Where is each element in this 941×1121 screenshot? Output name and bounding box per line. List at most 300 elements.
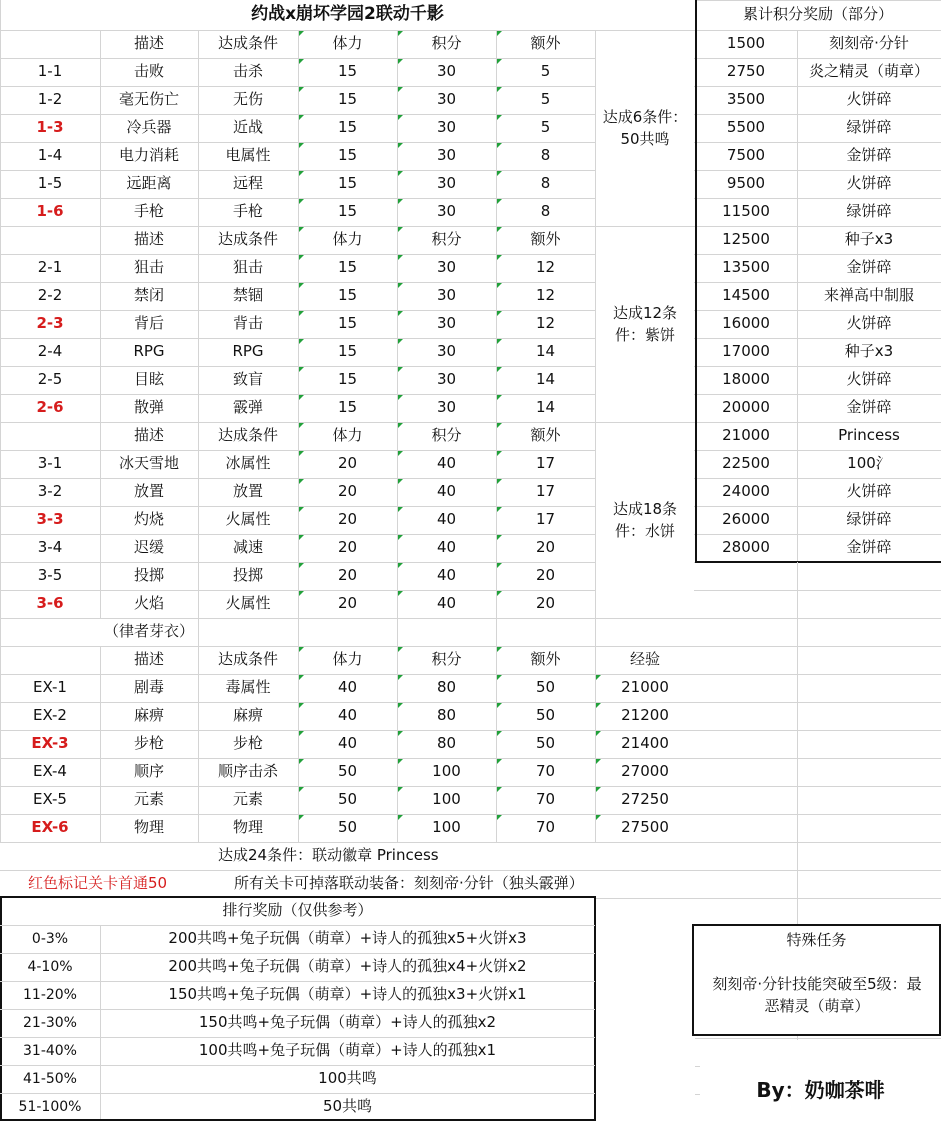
reward-score[interactable]: 20000: [722, 398, 770, 417]
stage-desc[interactable]: 散弹: [133, 398, 164, 417]
cell-comment-marker: [299, 59, 304, 64]
cell-comment-marker: [398, 59, 403, 64]
cell-comment-marker: [497, 675, 502, 680]
cell-comment-marker: [398, 423, 403, 428]
stage-cond[interactable]: 致盲: [232, 370, 263, 389]
column-header[interactable]: 体力: [332, 34, 363, 53]
stage-extra[interactable]: 20: [535, 566, 556, 585]
cell-comment-marker: [299, 143, 304, 148]
stage-stamina[interactable]: 15: [337, 118, 358, 137]
reward-item[interactable]: 金饼碎: [846, 538, 892, 557]
column-header[interactable]: 额外: [530, 34, 561, 53]
stage-desc[interactable]: 毫无伤亡: [118, 90, 179, 109]
column-header[interactable]: 描述: [133, 426, 164, 445]
cell-comment-marker: [497, 255, 502, 260]
ex-stage-cond[interactable]: 毒属性: [225, 678, 271, 697]
reward-score[interactable]: 3500: [726, 90, 766, 109]
reward-item[interactable]: 绿饼碎: [846, 202, 892, 221]
reward-item[interactable]: 金饼碎: [846, 398, 892, 417]
reward-score[interactable]: 22500: [722, 454, 770, 473]
stage-extra[interactable]: 5: [540, 118, 551, 137]
ex-stage-stamina[interactable]: 40: [337, 734, 358, 753]
stage-score[interactable]: 30: [436, 314, 457, 333]
byline[interactable]: By：奶咖茶啡: [756, 1077, 885, 1102]
ex-stage-stamina[interactable]: 40: [337, 706, 358, 725]
cell-comment-marker: [299, 311, 304, 316]
stage-cond[interactable]: 击杀: [232, 62, 263, 81]
stage-stamina[interactable]: 20: [337, 454, 358, 473]
column-header[interactable]: 体力: [332, 426, 363, 445]
cell-comment-marker: [299, 787, 304, 792]
ranking-range[interactable]: 4-10%: [27, 958, 73, 975]
stage-cond[interactable]: 电属性: [225, 146, 271, 165]
group-condition[interactable]: 达成6条件：50共鸣: [602, 107, 688, 148]
ex-stage-id[interactable]: EX-4: [33, 762, 67, 781]
ex-stage-exp[interactable]: 27250: [621, 790, 669, 809]
reward-item[interactable]: 金饼碎: [846, 258, 892, 277]
stage-cond[interactable]: 手枪: [232, 202, 263, 221]
cell-comment-marker: [497, 535, 502, 540]
stage-extra[interactable]: 17: [535, 454, 556, 473]
ex-stage-extra[interactable]: 70: [535, 762, 556, 781]
grid-line: [100, 925, 101, 1121]
cell-comment-marker: [398, 731, 403, 736]
column-header[interactable]: 体力: [332, 650, 363, 669]
cell-comment-marker: [398, 311, 403, 316]
column-header[interactable]: 积分: [431, 34, 462, 53]
cell-comment-marker: [497, 31, 502, 36]
rewards-title[interactable]: 累计积分奖励（部分）: [742, 5, 893, 24]
reward-score[interactable]: 12500: [722, 230, 770, 249]
cell-comment-marker: [497, 199, 502, 204]
ranking-reward[interactable]: 200共鸣+兔子玩偶（萌章）+诗人的孤独x4+火饼x2: [168, 957, 527, 976]
stage-desc[interactable]: 冷兵器: [126, 118, 172, 137]
stage-cond[interactable]: 减速: [232, 538, 263, 557]
ex-stage-score[interactable]: 80: [436, 706, 457, 725]
stage-stamina[interactable]: 15: [337, 62, 358, 81]
stage-desc[interactable]: 手枪: [133, 202, 164, 221]
reward-item[interactable]: 种子x3: [844, 230, 894, 249]
stage-stamina[interactable]: 20: [337, 594, 358, 613]
ranking-reward[interactable]: 200共鸣+兔子玩偶（萌章）+诗人的孤独x5+火饼x3: [168, 929, 527, 948]
stage-id[interactable]: 2-5: [37, 370, 63, 389]
cell-comment-marker: [398, 759, 403, 764]
reward-item[interactable]: 金饼碎: [846, 146, 892, 165]
stage-extra[interactable]: 17: [535, 510, 556, 529]
ex-stage-desc[interactable]: 步枪: [133, 734, 164, 753]
special-task-text[interactable]: 刻刻帝·分针技能突破至5级：最恶精灵（萌章）: [712, 974, 922, 1015]
cell-comment-marker: [398, 647, 403, 652]
ex-stage-stamina[interactable]: 50: [337, 818, 358, 837]
stage-id[interactable]: 2-6: [36, 398, 64, 417]
cell-comment-marker: [398, 143, 403, 148]
cell-comment-marker: [398, 199, 403, 204]
cell-comment-marker: [299, 507, 304, 512]
ex-stage-desc[interactable]: 物理: [133, 818, 164, 837]
stage-id[interactable]: 3-2: [37, 482, 63, 501]
stage-stamina[interactable]: 15: [337, 146, 358, 165]
ex-stage-exp[interactable]: 27500: [621, 818, 669, 837]
ranking-reward[interactable]: 100共鸣+兔子玩偶（萌章）+诗人的孤独x1: [198, 1041, 497, 1060]
stage-stamina[interactable]: 20: [337, 538, 358, 557]
stage-stamina[interactable]: 15: [337, 90, 358, 109]
stage-stamina[interactable]: 15: [337, 202, 358, 221]
exp-column-header[interactable]: 经验: [629, 650, 660, 669]
cell-comment-marker: [299, 227, 304, 232]
stage-id[interactable]: 2-2: [37, 286, 63, 305]
reward-item[interactable]: 火饼碎: [846, 314, 892, 333]
stage-score[interactable]: 40: [436, 510, 457, 529]
stage-stamina[interactable]: 20: [337, 510, 358, 529]
reward-score[interactable]: 14500: [722, 286, 770, 305]
ex-stage-cond[interactable]: 顺序击杀: [217, 762, 278, 781]
ex-stage-cond[interactable]: 麻痹: [232, 706, 263, 725]
ex-stage-extra[interactable]: 50: [535, 734, 556, 753]
stage-score[interactable]: 30: [436, 174, 457, 193]
ex-stage-extra[interactable]: 50: [535, 678, 556, 697]
stage-desc[interactable]: 目眩: [133, 370, 164, 389]
grid-line: [695, 730, 941, 731]
ex-stage-extra[interactable]: 70: [535, 790, 556, 809]
stage-id[interactable]: 3-6: [36, 594, 64, 613]
stage-cond[interactable]: 投掷: [232, 566, 263, 585]
column-header[interactable]: 积分: [431, 426, 462, 445]
stage-stamina[interactable]: 20: [337, 482, 358, 501]
ex-stage-cond[interactable]: 元素: [232, 790, 263, 809]
stage-cond[interactable]: 近战: [232, 118, 263, 137]
cell-comment-marker: [398, 115, 403, 120]
ex-stage-score[interactable]: 80: [436, 734, 457, 753]
stage-extra[interactable]: 17: [535, 482, 556, 501]
reward-item[interactable]: 炎之精灵（萌章）: [808, 62, 929, 81]
group-condition[interactable]: 达成12条件：紫饼: [612, 303, 678, 344]
stage-cond[interactable]: 放置: [232, 482, 263, 501]
stage-id[interactable]: 2-1: [37, 258, 63, 277]
ranking-range[interactable]: 21-30%: [23, 1014, 77, 1031]
ranking-reward[interactable]: 100共鸣: [318, 1069, 377, 1088]
stage-stamina[interactable]: 15: [337, 258, 358, 277]
cell-comment-marker: [497, 115, 502, 120]
stage-score[interactable]: 30: [436, 370, 457, 389]
reward-score[interactable]: 26000: [722, 510, 770, 529]
stage-stamina[interactable]: 15: [337, 174, 358, 193]
ex-stage-stamina[interactable]: 50: [337, 790, 358, 809]
note-24-conditions[interactable]: 达成24条件：联动徽章 Princess: [218, 846, 439, 865]
ex-stage-desc[interactable]: 麻痹: [133, 706, 164, 725]
stage-score[interactable]: 40: [436, 538, 457, 557]
stage-stamina[interactable]: 15: [337, 342, 358, 361]
cell-comment-marker: [299, 31, 304, 36]
stage-extra[interactable]: 12: [535, 286, 556, 305]
cell-comment-marker: [299, 423, 304, 428]
ex-stage-id[interactable]: EX-2: [33, 706, 67, 725]
ex-stage-desc[interactable]: 元素: [133, 790, 164, 809]
ex-stage-score[interactable]: 80: [436, 678, 457, 697]
reward-score[interactable]: 17000: [722, 342, 770, 361]
ex-stage-score[interactable]: 100: [432, 818, 461, 837]
stage-cond[interactable]: 无伤: [232, 90, 263, 109]
ex-stage-id[interactable]: EX-3: [31, 734, 69, 753]
cell-comment-marker: [299, 815, 304, 820]
stage-desc[interactable]: 远距离: [126, 174, 172, 193]
reward-score[interactable]: 21000: [722, 426, 770, 445]
stage-id[interactable]: 2-4: [37, 342, 63, 361]
group-condition[interactable]: 达成18条件：水饼: [612, 499, 678, 540]
ranking-reward[interactable]: 150共鸣+兔子玩偶（萌章）+诗人的孤独x3+火饼x1: [168, 985, 527, 1004]
column-header[interactable]: 描述: [133, 650, 164, 669]
cell-comment-marker: [299, 479, 304, 484]
cell-comment-marker: [497, 311, 502, 316]
stage-desc[interactable]: 狙击: [133, 258, 164, 277]
reward-score[interactable]: 5500: [726, 118, 766, 137]
note-drop[interactable]: 所有关卡可掉落联动装备：刻刻帝·分针（独头霰弹）: [234, 874, 584, 893]
stage-extra[interactable]: 12: [535, 314, 556, 333]
stage-desc[interactable]: 放置: [133, 482, 164, 501]
cell-comment-marker: [497, 171, 502, 176]
cell-comment-marker: [299, 563, 304, 568]
stage-score[interactable]: 30: [436, 286, 457, 305]
stage-id[interactable]: 1-1: [37, 62, 63, 81]
stage-cond[interactable]: 霰弹: [232, 398, 263, 417]
stage-desc[interactable]: 迟缓: [133, 538, 164, 557]
ex-stage-extra[interactable]: 70: [535, 818, 556, 837]
ex-stage-exp[interactable]: 21400: [621, 734, 669, 753]
ex-stage-cond[interactable]: 步枪: [232, 734, 263, 753]
column-header[interactable]: 额外: [530, 426, 561, 445]
stage-extra[interactable]: 8: [540, 146, 551, 165]
reward-item[interactable]: 火饼碎: [846, 370, 892, 389]
cell-comment-marker: [299, 703, 304, 708]
stage-score[interactable]: 30: [436, 62, 457, 81]
cell-comment-marker: [299, 199, 304, 204]
page-title[interactable]: 约战x崩坏学园2联动千影: [251, 4, 444, 25]
reward-score[interactable]: 13500: [722, 258, 770, 277]
ranking-range[interactable]: 31-40%: [23, 1042, 77, 1059]
stage-id[interactable]: 1-3: [36, 118, 64, 137]
stage-id[interactable]: 1-5: [37, 174, 63, 193]
stage-desc[interactable]: 击败: [133, 62, 164, 81]
column-header[interactable]: 达成条件: [217, 426, 278, 445]
cell-comment-marker: [398, 87, 403, 92]
stage-cond[interactable]: 狙击: [232, 258, 263, 277]
note-first-clear[interactable]: 红色标记关卡首通50: [28, 874, 168, 893]
stage-extra[interactable]: 8: [540, 202, 551, 221]
stage-id[interactable]: 3-1: [37, 454, 63, 473]
reward-item[interactable]: 来禅高中制服: [823, 286, 914, 305]
special-task-title[interactable]: 特殊任务: [786, 931, 847, 950]
stage-cond[interactable]: 火属性: [225, 510, 271, 529]
stage-extra[interactable]: 12: [535, 258, 556, 277]
stage-extra[interactable]: 5: [540, 90, 551, 109]
stage-score[interactable]: 30: [436, 90, 457, 109]
stage-extra[interactable]: 14: [535, 370, 556, 389]
stage-stamina[interactable]: 15: [337, 314, 358, 333]
cell-comment-marker: [497, 395, 502, 400]
reward-item[interactable]: 绿饼碎: [846, 118, 892, 137]
column-header[interactable]: 积分: [431, 650, 462, 669]
cell-comment-marker: [398, 507, 403, 512]
cell-comment-marker: [497, 143, 502, 148]
cell-comment-marker: [398, 367, 403, 372]
stage-score[interactable]: 30: [436, 342, 457, 361]
stage-id[interactable]: 3-4: [37, 538, 63, 557]
cell-comment-marker: [497, 283, 502, 288]
ex-stage-score[interactable]: 100: [432, 790, 461, 809]
stage-score[interactable]: 40: [436, 566, 457, 585]
ex-stage-stamina[interactable]: 40: [337, 678, 358, 697]
reward-score[interactable]: 28000: [722, 538, 770, 557]
ranking-title[interactable]: 排行奖励（仅供参考）: [222, 901, 373, 920]
ex-stage-exp[interactable]: 27000: [621, 762, 669, 781]
cell-comment-marker: [299, 535, 304, 540]
stage-cond[interactable]: 背击: [232, 314, 263, 333]
ranking-reward[interactable]: 50共鸣: [322, 1097, 373, 1116]
column-header[interactable]: 描述: [133, 34, 164, 53]
ranking-range[interactable]: 41-50%: [23, 1070, 77, 1087]
reward-score[interactable]: 11500: [722, 202, 770, 221]
stage-extra[interactable]: 20: [535, 594, 556, 613]
grid-line: [695, 618, 941, 619]
column-header[interactable]: 达成条件: [217, 650, 278, 669]
stage-id[interactable]: 3-3: [36, 510, 64, 529]
reward-item[interactable]: Princess: [838, 426, 900, 445]
cell-comment-marker: [497, 647, 502, 652]
stage-score[interactable]: 30: [436, 398, 457, 417]
reward-item[interactable]: 火饼碎: [846, 90, 892, 109]
stage-desc[interactable]: 背后: [133, 314, 164, 333]
ranking-range[interactable]: 0-3%: [31, 930, 69, 947]
cell-comment-marker: [299, 339, 304, 344]
reward-score[interactable]: 16000: [722, 314, 770, 333]
grid-line: [797, 562, 798, 1121]
column-header[interactable]: 额外: [530, 650, 561, 669]
stage-score[interactable]: 40: [436, 594, 457, 613]
stage-extra[interactable]: 14: [535, 342, 556, 361]
ex-stage-score[interactable]: 100: [432, 762, 461, 781]
stage-score[interactable]: 40: [436, 482, 457, 501]
cell-comment-marker: [398, 395, 403, 400]
stage-cond[interactable]: 禁锢: [232, 286, 263, 305]
column-header[interactable]: 额外: [530, 230, 561, 249]
reward-score[interactable]: 2750: [726, 62, 766, 81]
stage-score[interactable]: 30: [436, 146, 457, 165]
cell-comment-marker: [497, 59, 502, 64]
ex-stage-exp[interactable]: 21200: [621, 706, 669, 725]
stage-cond[interactable]: 冰属性: [225, 454, 271, 473]
stage-extra[interactable]: 14: [535, 398, 556, 417]
stage-id[interactable]: 1-2: [37, 90, 63, 109]
stage-desc[interactable]: 禁闭: [133, 286, 164, 305]
stage-stamina[interactable]: 15: [337, 398, 358, 417]
cell-comment-marker: [398, 283, 403, 288]
column-header[interactable]: 达成条件: [217, 34, 278, 53]
cell-comment-marker: [497, 731, 502, 736]
stage-stamina[interactable]: 15: [337, 370, 358, 389]
ex-stage-id[interactable]: EX-1: [33, 678, 67, 697]
grid-line: [695, 590, 941, 591]
stage-extra[interactable]: 20: [535, 538, 556, 557]
ex-stage-id[interactable]: EX-6: [31, 818, 69, 837]
cell-comment-marker: [299, 395, 304, 400]
stage-desc[interactable]: 火焰: [133, 594, 164, 613]
stage-desc[interactable]: 冰天雪地: [118, 454, 179, 473]
ex-stage-stamina[interactable]: 50: [337, 762, 358, 781]
stage-id[interactable]: 1-4: [37, 146, 63, 165]
stage-stamina[interactable]: 15: [337, 286, 358, 305]
stage-id[interactable]: 1-6: [36, 202, 64, 221]
ex-stage-extra[interactable]: 50: [535, 706, 556, 725]
stage-extra[interactable]: 5: [540, 62, 551, 81]
stage-score[interactable]: 40: [436, 454, 457, 473]
reward-item[interactable]: 刻刻帝·分针: [829, 34, 909, 53]
cell-comment-marker: [398, 815, 403, 820]
reward-score[interactable]: 7500: [726, 146, 766, 165]
reward-score[interactable]: 24000: [722, 482, 770, 501]
stage-cond[interactable]: 远程: [232, 174, 263, 193]
stage-extra[interactable]: 8: [540, 174, 551, 193]
column-header[interactable]: 体力: [332, 230, 363, 249]
stage-desc[interactable]: 灼烧: [133, 510, 164, 529]
grid-line: [695, 898, 941, 899]
column-header[interactable]: 描述: [133, 230, 164, 249]
reward-item[interactable]: 火饼碎: [846, 174, 892, 193]
reward-score[interactable]: 1500: [726, 34, 766, 53]
stage-desc[interactable]: 电力消耗: [118, 146, 179, 165]
grid-line: [695, 870, 941, 871]
stage-cond[interactable]: RPG: [232, 342, 264, 361]
stage-id[interactable]: 3-5: [37, 566, 63, 585]
grid-line: [695, 1038, 941, 1039]
ex-stage-desc[interactable]: 剧毒: [133, 678, 164, 697]
ranking-range[interactable]: 11-20%: [23, 986, 77, 1003]
cell-comment-marker: [398, 255, 403, 260]
stage-id[interactable]: 2-3: [36, 314, 64, 333]
cell-comment-marker: [596, 759, 601, 764]
grid-line: [695, 842, 941, 843]
reward-item[interactable]: 100氵: [847, 454, 891, 473]
reward-item[interactable]: 火饼碎: [846, 482, 892, 501]
reward-item[interactable]: 绿饼碎: [846, 510, 892, 529]
cell-comment-marker: [398, 787, 403, 792]
stage-cond[interactable]: 火属性: [225, 594, 271, 613]
cell-comment-marker: [398, 703, 403, 708]
grid-line: [695, 702, 941, 703]
column-header[interactable]: 达成条件: [217, 230, 278, 249]
stage-desc[interactable]: 投掷: [133, 566, 164, 585]
reward-score[interactable]: 18000: [722, 370, 770, 389]
stage-stamina[interactable]: 20: [337, 566, 358, 585]
stage-desc[interactable]: RPG: [133, 342, 165, 361]
ranking-range[interactable]: 51-100%: [18, 1098, 82, 1115]
ranking-reward[interactable]: 150共鸣+兔子玩偶（萌章）+诗人的孤独x2: [198, 1013, 497, 1032]
stage-score[interactable]: 30: [436, 118, 457, 137]
reward-item[interactable]: 种子x3: [844, 342, 894, 361]
cell-comment-marker: [398, 675, 403, 680]
ex-stage-exp[interactable]: 21000: [621, 678, 669, 697]
ex-boss-note[interactable]: （律者芽衣）: [104, 622, 195, 641]
reward-score[interactable]: 9500: [726, 174, 766, 193]
cell-comment-marker: [398, 31, 403, 36]
cell-comment-marker: [299, 367, 304, 372]
stage-score[interactable]: 30: [436, 202, 457, 221]
column-header[interactable]: 积分: [431, 230, 462, 249]
ex-stage-id[interactable]: EX-5: [33, 790, 67, 809]
cell-comment-marker: [497, 591, 502, 596]
ex-stage-desc[interactable]: 顺序: [133, 762, 164, 781]
ex-stage-cond[interactable]: 物理: [232, 818, 263, 837]
cell-comment-marker: [299, 451, 304, 456]
stage-score[interactable]: 30: [436, 258, 457, 277]
